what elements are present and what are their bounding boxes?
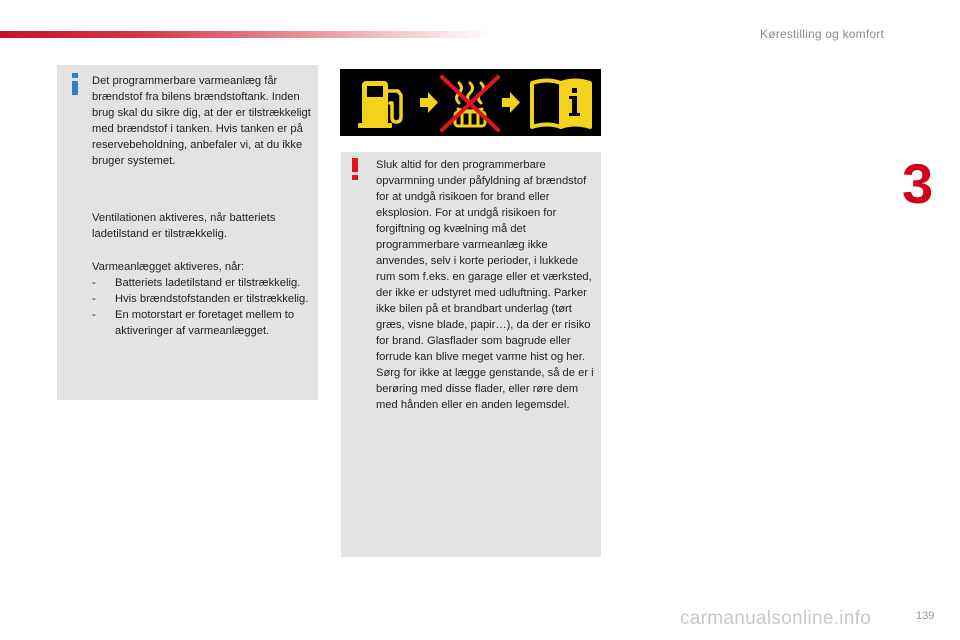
section-title: Kørestilling og komfort [760, 27, 884, 41]
info-icon [70, 73, 80, 95]
fuel-pump-icon [358, 81, 401, 128]
arrow-right-icon [420, 92, 438, 113]
manual-book-icon [532, 81, 590, 128]
list-item: - Batteriets ladetilstand er tilstrækkelig. [92, 277, 301, 289]
header-accent-bar [0, 31, 490, 38]
heater-conditions [92, 259, 316, 339]
conditions-list [92, 275, 316, 339]
list-item: - Hvis brændstofstanden er tilstrækkelig. [92, 293, 309, 305]
warning-paragraph: Sluk altid for den programmerbare opvarmning under påfyldning af brændstof for at undgå risikoen for brand eller eksplosion. For at undgå risikoen for forgiftning og kvælning må det programmerbare varmeanlæg ikke anvendes, selv i korte perioder, i lukkede rum som f.eks. en garage eller et værksted, der ikke er udstyret med udluftning. Parker ikke bilen på et brandbart underlag (tørt græs, visne blade, papir…), da der er risiko for brand. Glasflader som bagrude eller forrude kan blive meget varme hist og her. Sørg for ikke at lægge genstande, så de er i berøring med disse flader, eller røre dem med hånden eller en anden legemsdel. [376, 159, 594, 411]
pictogram-strip [340, 69, 601, 136]
list-item: - En motorstart er foretaget mellem to aktiveringer af varmeanlægget. [92, 309, 295, 337]
heater-crossed-icon [442, 77, 498, 130]
warning-icon [351, 158, 359, 180]
chapter-number: 3 [902, 152, 934, 215]
heater-intro: Varmeanlægget aktiveres, når: [92, 261, 245, 273]
page-number: 139 [916, 610, 935, 622]
watermark[interactable]: carmanualsonline.info [680, 608, 872, 629]
info-paragraph: Det programmerbare varmeanlæg får brændstof fra bilens brændstoftank. Inden brug skal du sikre dig, at der er tilstrækkeligt med brændstof i tanken. Hvis tanken er på reservebeholdning, anbefaler vi, at du ikke bruger systemet. [92, 75, 311, 167]
arrow-right-icon [502, 92, 520, 113]
ventilation-paragraph: Ventilationen aktiveres, når batteriets ladetilstand er tilstrækkelig. [92, 212, 276, 240]
